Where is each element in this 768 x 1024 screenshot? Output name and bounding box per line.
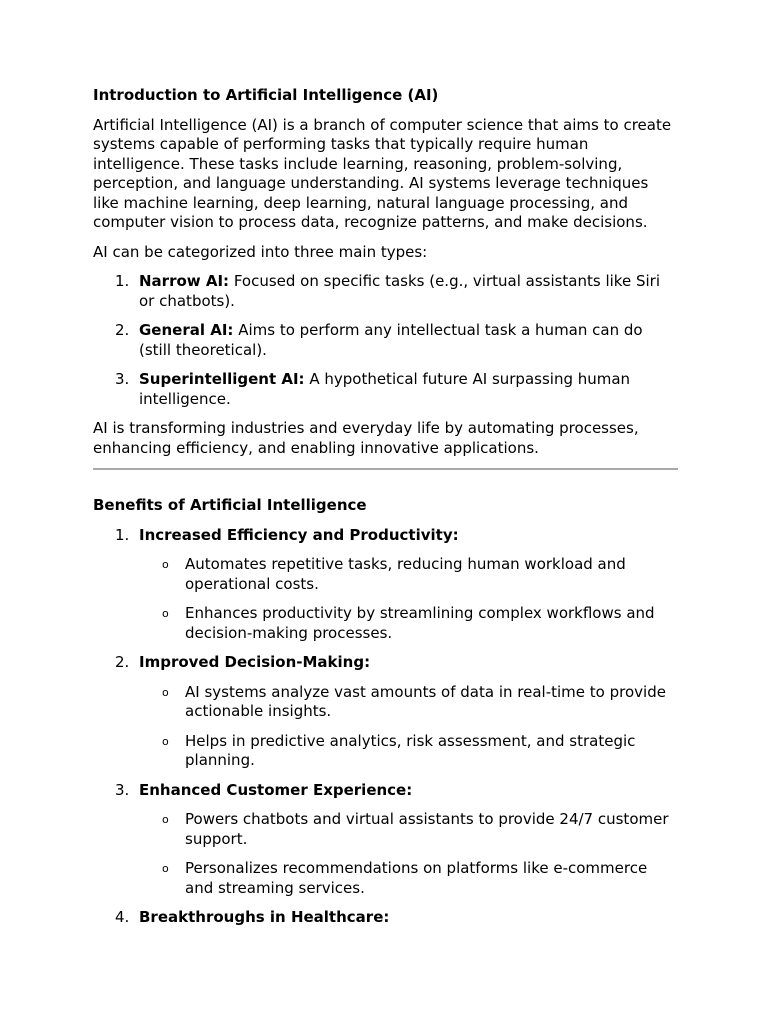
ai-type-label: Narrow AI: (139, 272, 230, 290)
list-number: 2. (115, 653, 130, 671)
circle-bullet-icon: o (162, 813, 169, 826)
list-number: 4. (115, 908, 130, 926)
intro-heading: Introduction to Artificial Intelligence (AI) (93, 86, 439, 104)
list-number: 3. (115, 370, 130, 388)
benefit-points (139, 555, 678, 643)
benefit-item (93, 526, 678, 644)
circle-bullet-icon: o (162, 734, 169, 748)
document-content (93, 86, 678, 937)
ai-type-text: A hypothetical future AI surpassing human intelligence. (139, 370, 631, 408)
ai-type-text: Aims to perform any intellectual task a human can do (still theoretical). (139, 321, 643, 359)
circle-bullet-icon: o (162, 607, 169, 620)
benefit-point-text: AI systems analyze vast amounts of data in real-time to provide actionable insights. (185, 682, 666, 720)
intro-paragraph: Artificial Intelligence (AI) is a branch of computer science that aims to create systems capable of performing tasks that typically require human intelligence. These tasks include learning, reasoning, problem-solving, perception, and language understanding. AI systems leverage techniques like machine learning, deep learning, natural language processing, and computer vision to process data, recognize patterns, and make decisions. (93, 115, 672, 231)
list-number: 2. (115, 321, 130, 339)
benefits-heading: Benefits of Artificial Intelligence (93, 496, 367, 514)
benefit-point-text: Powers chatbots and virtual assistants to provide 24/7 customer support. (185, 810, 669, 848)
circle-bullet-icon: o (162, 685, 169, 699)
ai-type-label: Superintelligent AI: (139, 370, 305, 388)
circle-bullet-icon: o (162, 558, 169, 571)
section-divider (93, 468, 678, 470)
list-number: 3. (115, 780, 130, 799)
benefit-title: Increased Efficiency and Productivity: (139, 525, 459, 544)
circle-bullet-icon: o (162, 862, 169, 875)
benefit-point-text: Personalizes recommendations on platforms like e-commerce and streaming services. (185, 859, 648, 897)
benefit-points (139, 810, 678, 898)
benefit-point-text: Enhances productivity by streamlining complex workflows and decision-making processes. (185, 604, 655, 642)
list-item (139, 732, 678, 771)
list-number: 1. (115, 525, 130, 544)
types-intro-paragraph: AI can be categorized into three main types: (93, 242, 428, 261)
list-item (139, 604, 678, 643)
benefits-list (93, 526, 678, 928)
benefit-points (139, 683, 678, 771)
ai-type-label: General AI: (139, 321, 234, 339)
ai-type-text: Focused on specific tasks (e.g., virtual assistants like Siri or chatbots). (139, 272, 660, 310)
closing-paragraph: AI is transforming industries and everyday life by automating processes, enhancing efficiency, and enabling innovative applications. (93, 419, 639, 457)
benefit-point-text: Automates repetitive tasks, reducing human workload and operational costs. (185, 555, 626, 593)
benefit-point-text: Helps in predictive analytics, risk assessment, and strategic planning. (185, 731, 636, 769)
list-item (139, 810, 678, 849)
benefit-item (93, 653, 678, 771)
benefit-title: Improved Decision-Making: (139, 653, 371, 671)
list-item (139, 683, 678, 722)
list-item (139, 859, 678, 898)
list-item (139, 555, 678, 594)
ai-types-list (93, 272, 678, 409)
ai-type-item (93, 272, 678, 311)
benefit-item (93, 781, 678, 899)
benefit-title: Enhanced Customer Experience: (139, 780, 413, 799)
ai-type-item (93, 321, 678, 360)
list-number: 1. (115, 272, 130, 290)
benefit-item (93, 908, 678, 928)
ai-type-item (93, 370, 678, 409)
benefit-title: Breakthroughs in Healthcare: (139, 908, 390, 926)
